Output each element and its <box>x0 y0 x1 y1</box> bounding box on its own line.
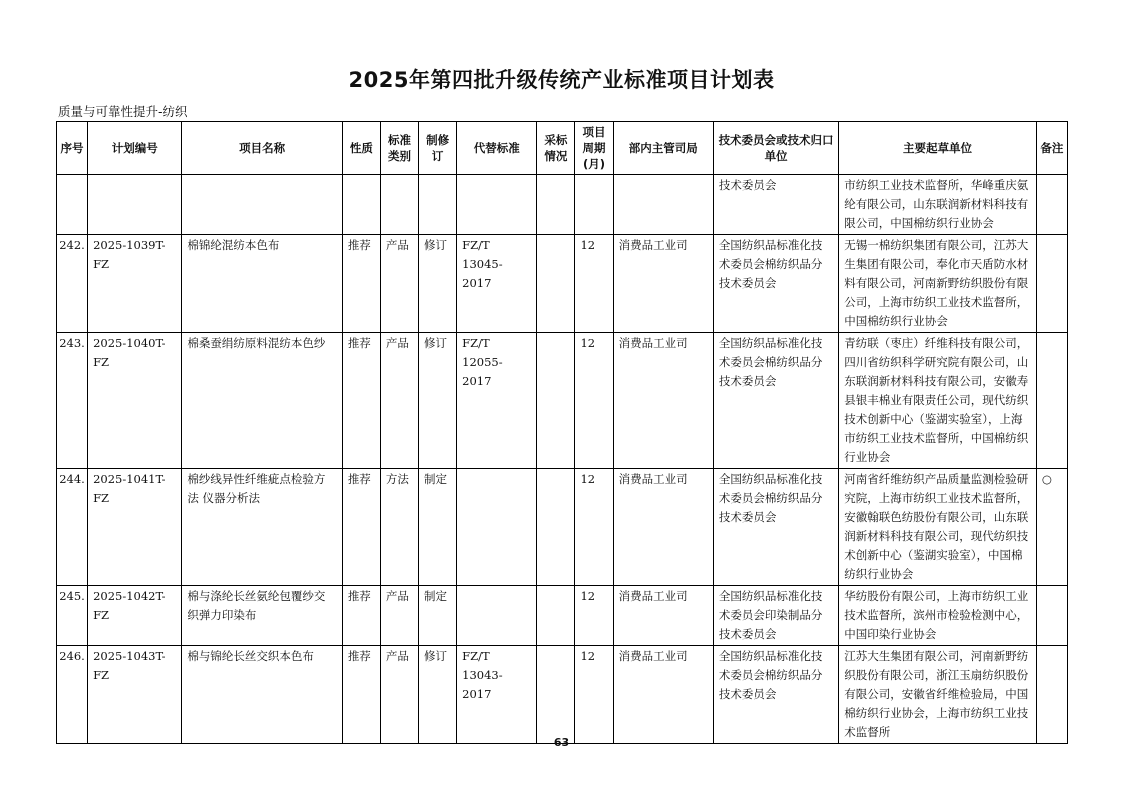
cell-committee: 全国纺织品标准化技术委员会棉纺织品分技术委员会 <box>713 646 838 744</box>
cell-category: 产品 <box>380 646 418 744</box>
cell-nature: 推荐 <box>342 235 380 333</box>
cell-drafters: 河南省纤维纺织产品质量监测检验研究院，上海市纺织工业技术监督所，安徽翰联色纺股份有限公司，山东联润新材料科技有限公司，现代纺织技术创新中心（鉴湖实验室），中国棉纺织行业协会 <box>839 469 1037 586</box>
cell-category: 产品 <box>380 333 418 469</box>
cell-revise: 制定 <box>419 586 457 646</box>
cell-seq: 245. <box>57 586 88 646</box>
cell-committee: 全国纺织品标准化技术委员会印染制品分技术委员会 <box>713 586 838 646</box>
cell-note <box>1036 586 1067 646</box>
cell-revise: 修订 <box>419 235 457 333</box>
header-adopt: 采标情况 <box>537 122 575 175</box>
cell-cycle: 12 <box>575 469 613 586</box>
header-cycle: 项目周期(月) <box>575 122 613 175</box>
cell-revise: 制定 <box>419 469 457 586</box>
table-row <box>57 235 1068 333</box>
cell-cycle: 12 <box>575 646 613 744</box>
table-header-row <box>57 122 1068 175</box>
cell-replace: FZ/T 13043-2017 <box>457 646 537 744</box>
cell-plan-no: 2025-1042T-FZ <box>88 586 182 646</box>
cell-note <box>1036 646 1067 744</box>
cell-seq: 242. <box>57 235 88 333</box>
header-category: 标准类别 <box>380 122 418 175</box>
cell-revise: 修订 <box>419 333 457 469</box>
table-row <box>57 586 1068 646</box>
header-plan-no: 计划编号 <box>88 122 182 175</box>
cell-replace: FZ/T 12055-2017 <box>457 333 537 469</box>
header-replace: 代替标准 <box>457 122 537 175</box>
cell-name: 棉桑蚕绢纺原料混纺本色纱 <box>182 333 342 469</box>
cell-cycle: 12 <box>575 586 613 646</box>
cell-adopt <box>537 646 575 744</box>
cell-nature: 推荐 <box>342 586 380 646</box>
cell-adopt <box>537 586 575 646</box>
cell-note: ○ <box>1036 469 1067 586</box>
cell-adopt <box>537 235 575 333</box>
cell-nature: 推荐 <box>342 646 380 744</box>
header-seq: 序号 <box>57 122 88 175</box>
header-committee: 技术委员会或技术归口单位 <box>713 122 838 175</box>
table-row <box>57 646 1068 744</box>
cell-drafters: 无锡一棉纺织集团有限公司，江苏大生集团有限公司，奉化市天盾防水材料有限公司，河南新野纺织股份有限公司，上海市纺织工业技术监督所，中国棉纺织行业协会 <box>839 235 1037 333</box>
cell-dept: 消费品工业司 <box>613 469 713 586</box>
cell-replace <box>457 586 537 646</box>
cell-note <box>1036 333 1067 469</box>
cell-replace: FZ/T 13045-2017 <box>457 235 537 333</box>
cell-name: 棉锦纶混纺本色布 <box>182 235 342 333</box>
cell-drafters: 江苏大生集团有限公司，河南新野纺织股份有限公司，浙江玉扇纺织股份有限公司，安徽省纤维检验局，中国棉纺织行业协会，上海市纺织工业技术监督所 <box>839 646 1037 744</box>
document-title: 2025年第四批升级传统产业标准项目计划表 <box>348 68 775 92</box>
cell-dept: 消费品工业司 <box>613 646 713 744</box>
cell-plan-no: 2025-1041T-FZ <box>88 469 182 586</box>
header-revise: 制修订 <box>419 122 457 175</box>
cell-plan-no: 2025-1040T-FZ <box>88 333 182 469</box>
table-row <box>57 333 1068 469</box>
table-row-continuation <box>57 175 1068 235</box>
header-nature: 性质 <box>342 122 380 175</box>
cell-cycle: 12 <box>575 235 613 333</box>
cell-cycle: 12 <box>575 333 613 469</box>
cell-seq: 246. <box>57 646 88 744</box>
cell-category: 产品 <box>380 235 418 333</box>
cell-revise: 修订 <box>419 646 457 744</box>
cell-drafters: 青纺联（枣庄）纤维科技有限公司，四川省纺织科学研究院有限公司，山东联润新材料科技有限公司，安徽寿县银丰棉业有限责任公司，现代纺织技术创新中心（鉴湖实验室），上海市纺织工业技术监督所，中国棉纺织行业协会 <box>839 333 1037 469</box>
cell-plan-no: 2025-1039T-FZ <box>88 235 182 333</box>
cell-replace <box>457 469 537 586</box>
header-dept: 部内主管司局 <box>613 122 713 175</box>
cell-adopt <box>537 469 575 586</box>
cell-dept: 消费品工业司 <box>613 235 713 333</box>
header-drafters: 主要起草单位 <box>839 122 1037 175</box>
header-name: 项目名称 <box>182 122 342 175</box>
cell-committee: 全国纺织品标准化技术委员会棉纺织品分技术委员会 <box>713 333 838 469</box>
header-note: 备注 <box>1036 122 1067 175</box>
cell-name: 棉与锦纶长丝交织本色布 <box>182 646 342 744</box>
cell-dept: 消费品工业司 <box>613 586 713 646</box>
cell-committee: 全国纺织品标准化技术委员会棉纺织品分技术委员会 <box>713 235 838 333</box>
section-label: 质量与可靠性提升-纺织 <box>58 104 188 119</box>
cell-note <box>1036 235 1067 333</box>
cell-category: 方法 <box>380 469 418 586</box>
cell-drafters: 华纺股份有限公司，上海市纺织工业技术监督所，滨州市检验检测中心，中国印染行业协会 <box>839 586 1037 646</box>
cell-nature: 推荐 <box>342 333 380 469</box>
standards-plan-table <box>56 121 1068 744</box>
cell-plan-no: 2025-1043T-FZ <box>88 646 182 744</box>
cell-drafters: 市纺织工业技术监督所，华峰重庆氨纶有限公司，山东联润新材料科技有限公司，中国棉纺织行业协会 <box>839 175 1037 235</box>
cell-nature: 推荐 <box>342 469 380 586</box>
cell-name: 棉与涤纶长丝氨纶包覆纱交织弹力印染布 <box>182 586 342 646</box>
cell-adopt <box>537 333 575 469</box>
cell-committee: 技术委员会 <box>713 175 838 235</box>
table-row <box>57 469 1068 586</box>
cell-dept: 消费品工业司 <box>613 333 713 469</box>
cell-committee: 全国纺织品标准化技术委员会棉纺织品分技术委员会 <box>713 469 838 586</box>
cell-seq: 244. <box>57 469 88 586</box>
cell-category: 产品 <box>380 586 418 646</box>
page-number: 63 <box>553 736 570 749</box>
cell-name: 棉纱线异性纤维疵点检验方法 仪器分析法 <box>182 469 342 586</box>
cell-seq: 243. <box>57 333 88 469</box>
